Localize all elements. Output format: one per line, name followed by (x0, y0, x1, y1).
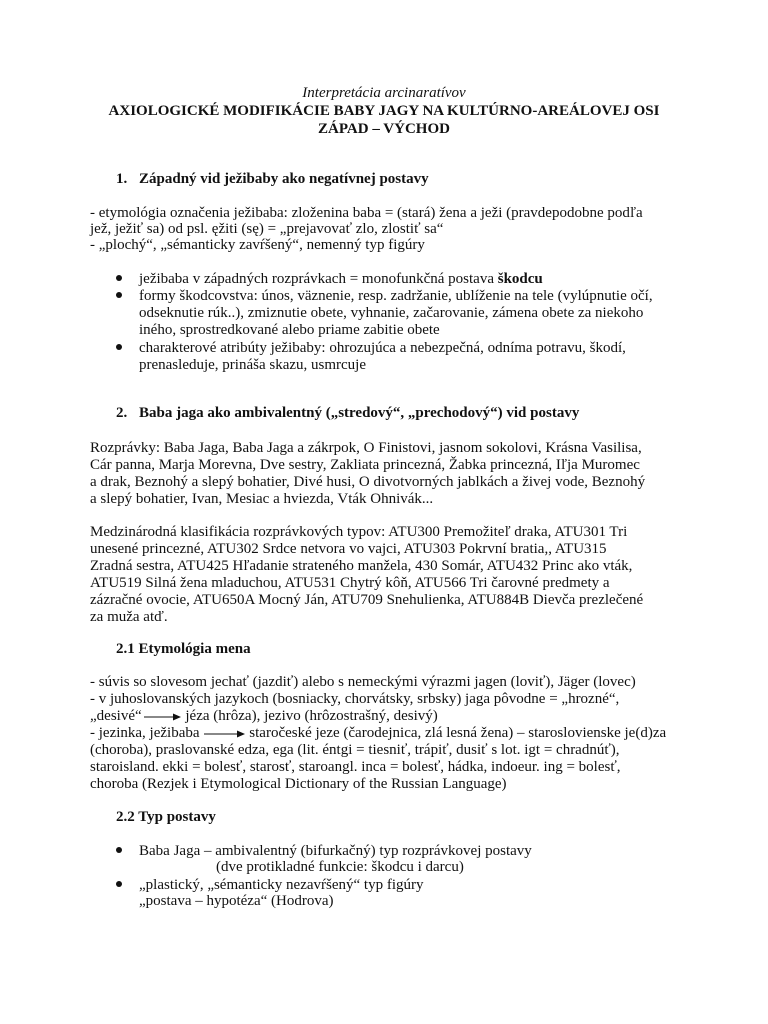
tales-line: Cár panna, Marja Morevna, Dve sestry, Zakliata princezná, Žabka princezná, Iľja Muromec (90, 457, 640, 473)
etymology-text: - jezinka, ježibaba (90, 725, 200, 741)
document-title-line-1: AXIOLOGICKÉ MODIFIKÁCIE BABY JAGY NA KULTÚRNO-AREÁLOVEJ OSI (108, 103, 660, 119)
bullet-icon (116, 344, 122, 350)
etymology-text: „desivé“ (90, 708, 142, 724)
bullet-item-bold: škodcu (497, 271, 543, 287)
etymology-line: - súvis so slovesom jechať (jazdiť) alebo s nemeckými výrazmi jagen (loviť), Jäger (lovec) (90, 674, 636, 690)
section-2-number: 2. (116, 405, 128, 421)
type-bullet-2-sub: „postava – hypotéza“ (Hodrova) (139, 893, 334, 909)
bullet-icon (116, 847, 122, 853)
tales-line: a drak, Beznohý a slepý bohatier, Divé husi, O divotvorných jablkách a živej vode, Beznohý (90, 474, 646, 490)
classification-line: zázračné ovocie, ATU650A Mocný Ján, ATU709 Snehulienka, ATU884B Dievča prezlečené (90, 592, 644, 608)
etymology-text: staročeské jeze (čarodejnica, zlá lesná žena) – staroslovienske je(d)za (245, 725, 667, 741)
section-1-heading: Západný vid ježibaby ako negatívnej postavy (139, 171, 429, 187)
type-bullet-2: „plastický, „sémanticky nezavŕšený“ typ figúry (139, 877, 424, 893)
etymology-line: staroisland. ekki = bolesť, starosť, staroangl. inca = bolesť, hádka, indoeur. ing = bolesť, (90, 759, 621, 775)
document-subtitle: Interpretácia arcinaratívov (302, 85, 466, 101)
type-bullet-1: Baba Jaga – ambivalentný (bifurkačný) typ rozprávkovej postavy (139, 843, 532, 859)
paragraph-line: jež, ježiť sa) od psl. ęžiti (sę) = „prejavovať zlo, zlostiť sa“ (90, 221, 444, 237)
section-1-number: 1. (116, 171, 128, 187)
bullet-icon (116, 292, 122, 298)
etymology-text: jéza (hrôza), jezivo (hrôzostrašný, desivý) (181, 708, 438, 724)
bullet-item-2-line: iného, sprostredkované alebo priame zabitie obete (139, 322, 440, 338)
etymology-line: (choroba), praslovanské edza, ega (lit. éntgi = tiesniť, trápiť, dusiť s lot. igt = chradnúť), (90, 742, 620, 758)
classification-line: ATU519 Silná žena mladuchou, ATU531 Chytrý kôň, ATU566 Tri čarovné predmety a (90, 575, 610, 591)
bullet-item-2-line: formy škodcovstva: únos, väznenie, resp. zadržanie, ublíženie na tele (vylúpnutie očí, (139, 288, 653, 304)
bullet-item-1 (139, 270, 543, 288)
bullet-item-3-line: prenasleduje, prináša skazu, usmrcuje (139, 357, 366, 373)
arrow-right-icon (200, 729, 246, 739)
type-bullet-1-sub: (dve protikladné funkcie: škodcu i darcu) (216, 859, 464, 875)
tales-line: Rozprávky: Baba Jaga, Baba Jaga a zákrpok, O Finistovi, jasnom sokolovi, Krásna Vasilisa, (90, 440, 642, 456)
tales-line: a slepý bohatier, Ivan, Mesiac a hviezda, Vták Ohnivák... (90, 491, 434, 507)
bullet-item-text: ježibaba v západných rozprávkach = monofunkčná postava (139, 271, 498, 287)
etymology-line-with-arrow (90, 707, 438, 725)
classification-line: Zradná sestra, ATU425 Hľadanie strateného manžela, 430 Somár, ATU432 Princ ako vták, (90, 558, 633, 574)
bullet-item-3-line: charakterové atribúty ježibaby: ohrozujúca a nebezpečná, odníma potravu, škodí, (139, 340, 626, 356)
paragraph-line: - „plochý“, „sémanticky zavŕšený“, nemenný typ figúry (90, 237, 425, 253)
bullet-icon (116, 881, 122, 887)
etymology-line-with-arrow (90, 724, 666, 742)
classification-line: unesené princezné, ATU302 Srdce netvora vo vajci, ATU303 Pokrvní bratia,, ATU315 (90, 541, 607, 557)
section-2-1-heading: 2.1 Etymológia mena (116, 641, 251, 657)
etymology-line: choroba (Rezjek i Etymological Dictionary of the Russian Language) (90, 776, 507, 792)
classification-line: Medzinárodná klasifikácia rozprávkových typov: ATU300 Premožiteľ draka, ATU301 Tri (90, 524, 628, 540)
bullet-icon (116, 275, 122, 281)
document-title-line-2: ZÁPAD – VÝCHOD (318, 121, 450, 137)
classification-line: za muža atď. (90, 609, 168, 625)
bullet-item-2-line: odseknutie rúk..), zmiznutie obete, vyhnanie, začarovanie, zámena obete za niekoho (139, 305, 644, 321)
paragraph-line: - etymológia označenia ježibaba: zloženina baba = (stará) žena a ježi (pravdepodobne podľa (90, 205, 643, 221)
etymology-line: - v juhoslovanských jazykoch (bosniacky, chorvátsky, srbsky) jaga pôvodne = „hrozné“, (90, 691, 620, 707)
arrow-right-icon (142, 712, 182, 722)
section-2-heading: Baba jaga ako ambivalentný („stredový“, „prechodový“) vid postavy (139, 405, 580, 421)
section-2-2-heading: 2.2 Typ postavy (116, 809, 216, 825)
